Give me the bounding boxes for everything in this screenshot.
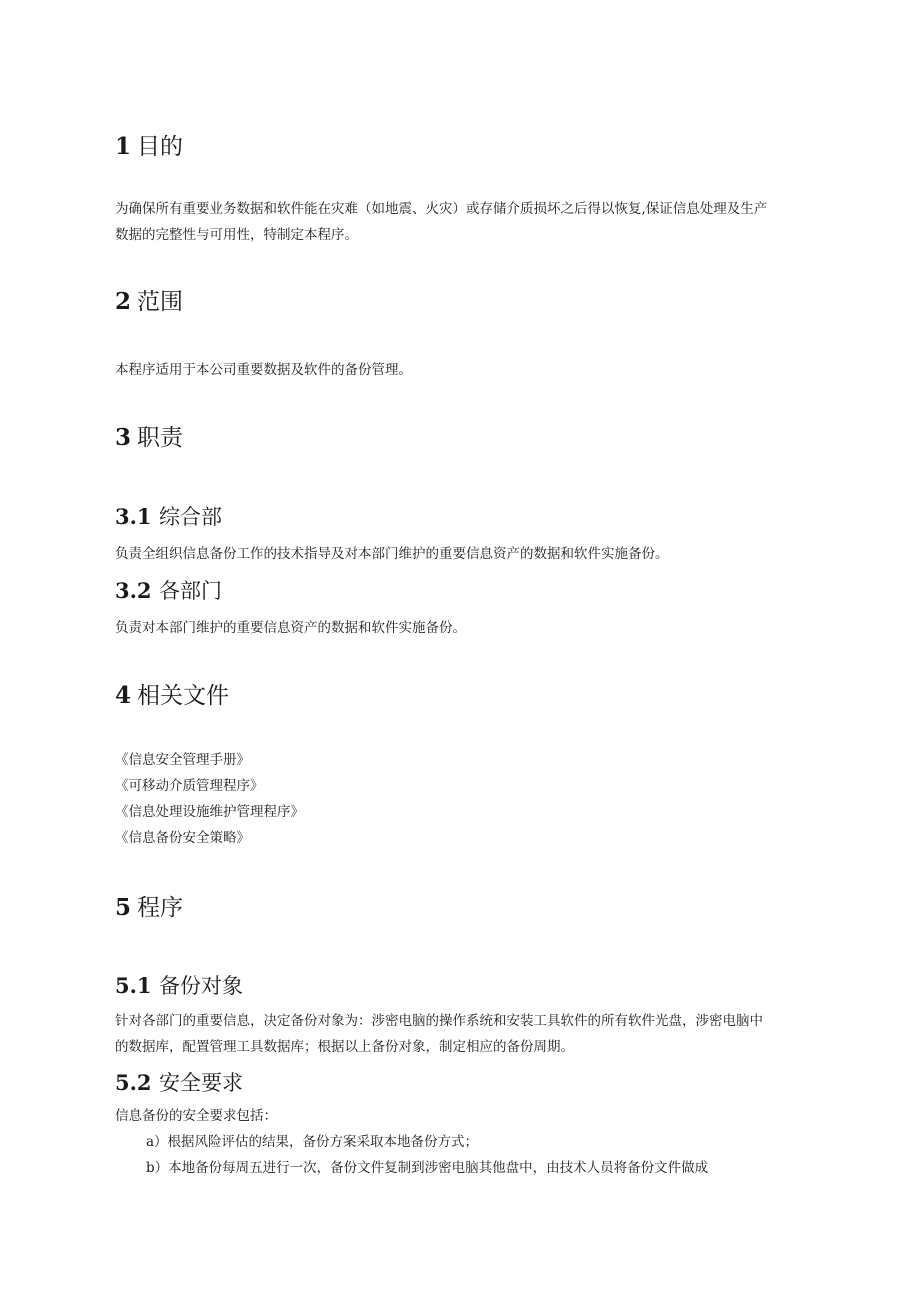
subheading-all-depts <box>115 578 222 604</box>
paragraph-line: 数据的完整性与可用性，特制定本程序。 <box>115 227 358 243</box>
heading-related-docs <box>115 682 229 710</box>
subheading-general-dept <box>115 504 222 530</box>
subheading-title: 安全要求 <box>159 1071 243 1095</box>
subheading-number: 5.1 <box>115 973 152 998</box>
heading-title: 目的 <box>137 134 184 160</box>
general-dept-paragraph: 负责全组织信息备份工作的技术指导及对本部门维护的重要信息资产的数据和软件实施备份。 <box>115 546 669 562</box>
paragraph-line: 针对各部门的重要信息，决定备份对象为：涉密电脑的操作系统和安装工具软件的所有软件光盘，涉密电脑中 <box>115 1013 763 1029</box>
list-item: 《信息处理设施维护管理程序》 <box>115 804 304 820</box>
heading-purpose <box>115 133 183 161</box>
list-item: a）根据风险评估的结果，备份方案采取本地备份方式； <box>146 1134 479 1150</box>
list-item: 《信息安全管理手册》 <box>115 752 250 768</box>
heading-title: 相关文件 <box>137 683 230 709</box>
heading-number: 3 <box>115 424 132 451</box>
heading-number: 5 <box>115 894 132 921</box>
heading-responsibilities <box>115 424 183 452</box>
subheading-title: 综合部 <box>159 505 222 529</box>
list-item: 《信息备份安全策略》 <box>115 830 250 846</box>
subheading-number: 3.2 <box>115 578 152 603</box>
heading-scope <box>115 288 183 316</box>
heading-number: 4 <box>115 682 132 709</box>
heading-title: 程序 <box>137 895 184 921</box>
purpose-paragraph <box>115 196 767 248</box>
paragraph-line: 的数据库，配置管理工具数据库；根据以上备份对象，制定相应的备份周期。 <box>115 1039 574 1055</box>
backup-objects-paragraph <box>115 1008 763 1060</box>
heading-title: 职责 <box>137 425 184 451</box>
subheading-title: 各部门 <box>159 579 222 603</box>
list-item: 《可移动介质管理程序》 <box>115 778 264 794</box>
security-requirements-list <box>146 1129 708 1181</box>
subheading-security-requirements <box>115 1070 243 1096</box>
heading-number: 2 <box>115 288 132 315</box>
all-depts-paragraph: 负责对本部门维护的重要信息资产的数据和软件实施备份。 <box>115 620 466 636</box>
paragraph-line: 为确保所有重要业务数据和软件能在灾难（如地震、火灾）或存储介质损坏之后得以恢复,保证信息处理及生产 <box>115 201 768 217</box>
subheading-title: 备份对象 <box>159 974 243 998</box>
heading-title: 范围 <box>137 289 184 315</box>
related-docs-list <box>115 747 304 851</box>
list-item: b）本地备份每周五进行一次，备份文件复制到涉密电脑其他盘中，由技术人员将备份文件做成 <box>146 1160 709 1176</box>
heading-number: 1 <box>115 133 132 160</box>
subheading-number: 5.2 <box>115 1070 152 1095</box>
security-requirements-intro: 信息备份的安全要求包括： <box>115 1108 277 1124</box>
scope-paragraph: 本程序适用于本公司重要数据及软件的备份管理。 <box>115 362 412 378</box>
subheading-number: 3.1 <box>115 504 152 529</box>
subheading-backup-objects <box>115 973 243 999</box>
heading-procedure <box>115 894 183 922</box>
